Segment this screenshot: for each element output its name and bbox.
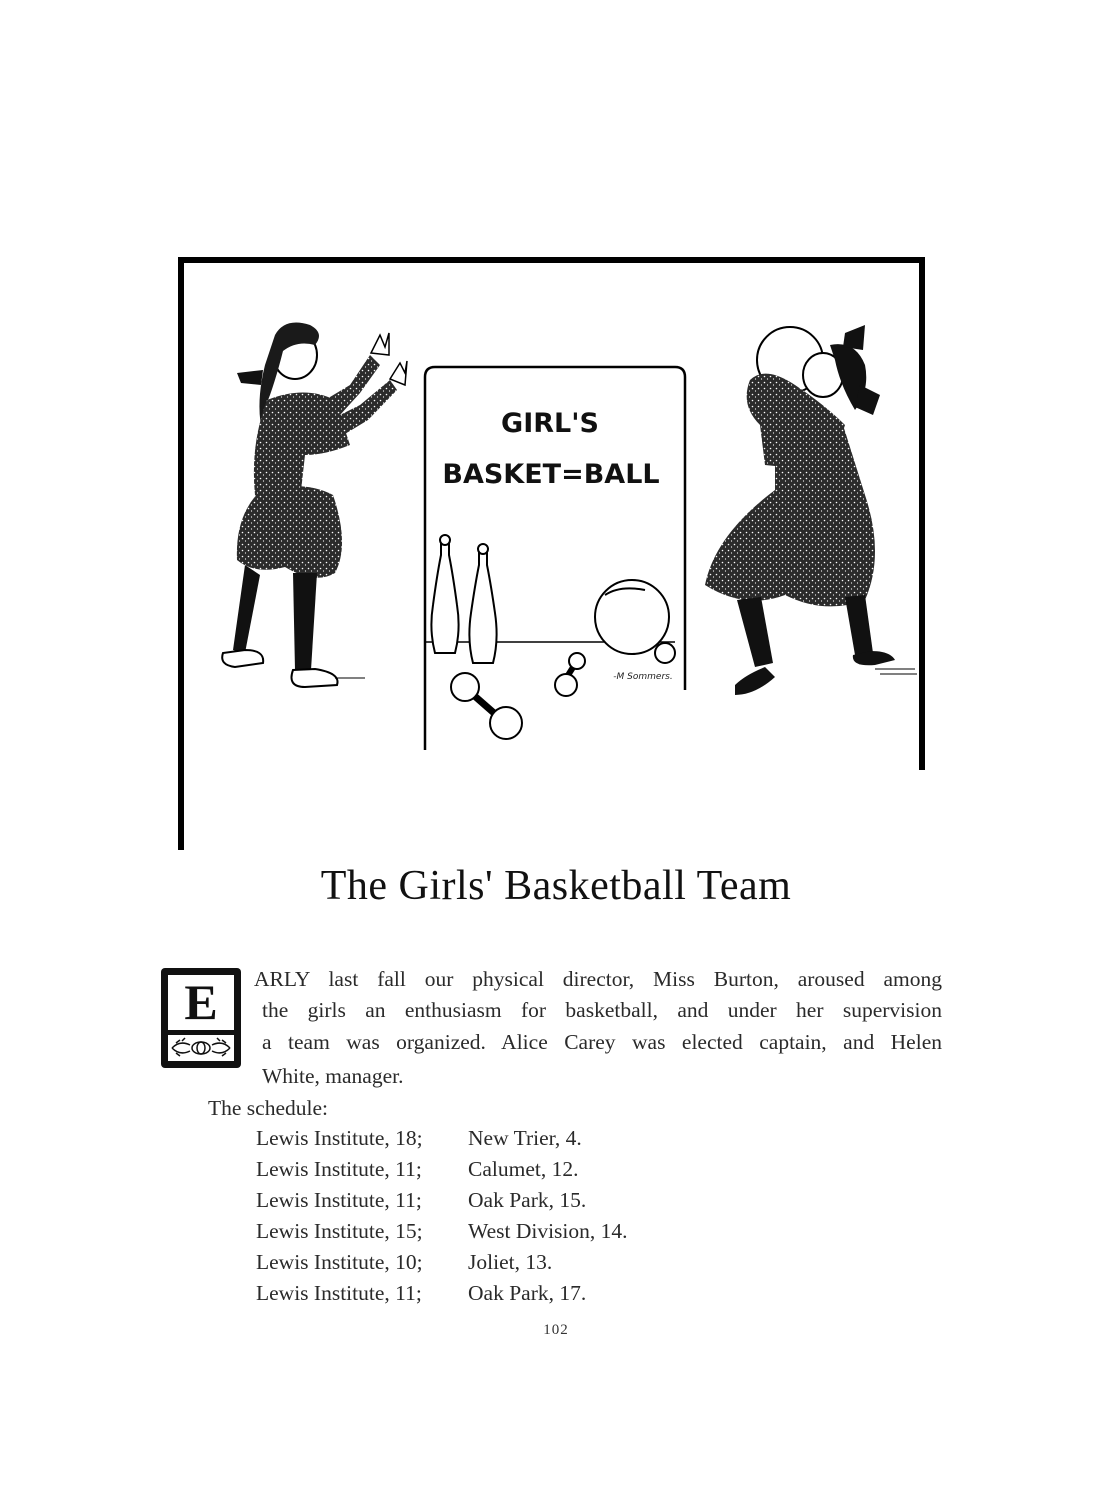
home-score: Lewis Institute, 15; [256,1219,423,1243]
basketball-illustration [175,255,935,855]
paragraph-line-3: a team was organized. Alice Carey was elected captain, and Helen [262,1030,942,1054]
page-number: 102 [543,1322,569,1338]
right-girl-figure [705,325,917,695]
artist-signature: -M Sommers. [613,672,673,682]
opponent-score: Oak Park, 15. [468,1188,587,1212]
schedule-row [256,1157,578,1182]
sign-line-2: BASKET=BALL [442,459,660,490]
dropcap-letter: E [184,974,218,1030]
schedule-heading: The schedule: [208,1096,328,1120]
paragraph-line-4: White, manager. [262,1064,404,1088]
left-girl-figure [222,323,407,687]
sign-line-1: GIRL'S [501,408,599,439]
schedule-row [256,1126,582,1151]
home-score: Lewis Institute, 10; [256,1250,423,1274]
schedule-row [256,1281,586,1306]
home-score: Lewis Institute, 18; [256,1126,423,1150]
schedule-row [256,1250,552,1275]
schedule-row [256,1219,628,1244]
paragraph-line-2: the girls an enthusiasm for basketball, and under her supervision [262,998,942,1022]
home-score: Lewis Institute, 11; [256,1281,422,1305]
dumbbells [451,653,585,739]
dropcap-ornament [160,967,242,1069]
opponent-score: Calumet, 12. [468,1157,579,1181]
paragraph-line-1: ARLY last fall our physical director, Miss Burton, aroused among [254,967,942,991]
opponent-score: Oak Park, 17. [468,1281,587,1305]
opponent-score: Joliet, 13. [468,1250,553,1274]
medicine-ball [595,580,675,663]
schedule-row [256,1188,586,1213]
page-title: The Girls' Basketball Team [320,863,792,909]
opponent-score: New Trier, 4. [468,1126,582,1150]
opponent-score: West Division, 14. [468,1219,628,1243]
home-score: Lewis Institute, 11; [256,1188,422,1212]
indian-clubs [431,535,496,663]
home-score: Lewis Institute, 11; [256,1157,422,1181]
